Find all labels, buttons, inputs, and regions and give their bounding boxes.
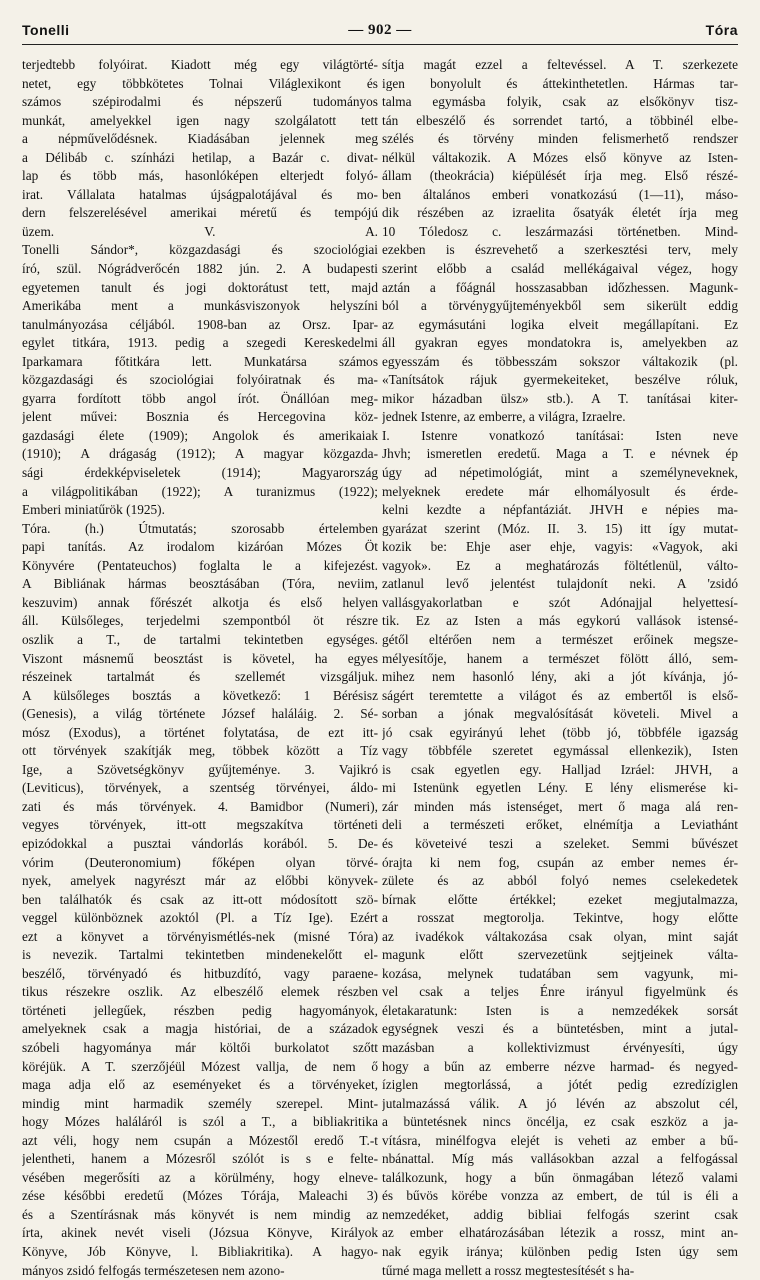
text-line: gazdasági élete (1909); Angolok és amerikaiak [22, 427, 378, 443]
text-line: vel csak a teljes Énre irányul figyelmünk és [382, 984, 738, 1000]
text-line: részeinek tartalmát és szellemét vizsgáljuk. [22, 669, 378, 685]
text-line: amelyeknek csak a magja históriai, de a századok [22, 1021, 378, 1037]
text-line: vegyes törvények, itt-ott megszakítva történeti [22, 817, 378, 833]
left-column [22, 56, 378, 1280]
text-line: szerint előbb a család mellékágaival végez, hogy [382, 261, 738, 277]
text-line: üzem. V. A. [22, 223, 378, 239]
text-line: egyetemen tanult és jogi doktorátust tett, majd [22, 279, 378, 295]
text-line: mi Istenünk egyetlen Lény. E lény elismerése ki- [382, 780, 738, 796]
text-line: mányos zsidó felfogás természetesen nem azono- [22, 1262, 285, 1278]
text-line: vításra, minélfogva elejét is veheti az ember a bű- [382, 1132, 738, 1148]
text-line: az ivadékok váltakozása csak olyan, mint saját [382, 928, 738, 944]
text-line: veggel különböznek azoktól (Pl. a Tíz Ige). Ezért [22, 910, 378, 926]
text-line: Tonelli Sándor*, közgazdasági és szociológiai [22, 242, 378, 258]
text-line: gétől eltérően nem a természet erőinek megsze- [382, 631, 738, 647]
header-rule [22, 44, 738, 45]
text-line: magunk előtt szervezetünk sejtjeinek válta- [382, 947, 738, 963]
text-line: zülete és az abból folyó nemes cselekedetek [382, 873, 738, 889]
text-line: számos szépirodalmi és népszerű tudományos [22, 94, 378, 110]
text-line: jednek Istenre, az emberre, a világra, Izraelre. [382, 409, 626, 425]
text-line: íziglen megtorlássá, a jótét pedig ezredíziglen [382, 1077, 738, 1093]
text-line: jutalmazássá válik. A jó lévén az abszolut cél, [382, 1095, 738, 1111]
text-line: mósz (Exodus), a történet folytatása, de ezt itt- [22, 724, 378, 740]
text-line: jó csak egyirányú lehet (több jó, többféle igazság [382, 724, 738, 740]
text-line: irat. Vállalata hatalmas újságpalotájával és mo- [22, 186, 378, 202]
text-line: zése későbbi eredetű (Mózes Tórája, Maleachi 3) [22, 1188, 378, 1204]
text-line: úgy ad népetimológiát, mint a személyneveknek, [382, 465, 738, 481]
text-line: mihez nem hasonló lény, aki a jót kívánja, jó- [382, 669, 738, 685]
text-line: is nevezik. Tartalmi tekintetben mindenekelőtt el- [22, 947, 378, 963]
text-line: Emberi miniatűrök (1925). [22, 502, 165, 518]
text-line: deli a természeti erőket, elnémítja a Leviathánt [382, 817, 738, 833]
text-line: kozik be: Ehje aser ehje, vagyis: «Vagyok, aki [382, 539, 738, 555]
text-line: (Genesis), a világ története József haláláig. 2. Sé- [22, 706, 378, 722]
text-line: papi tanítás. Az irodalom kizáróan Mózes Öt [22, 539, 378, 555]
text-line: és bűvös körébe vonzza az embert, de túl is éli a [382, 1188, 738, 1204]
text-line: írta, akinek nevét viseli (Józsua Könyve, Királyok [22, 1225, 378, 1241]
text-line: egylet titkára, 1913. pedig a szegedi Kereskedelmi [22, 335, 378, 351]
text-line: nélkül váltakozik. A Mózes első könyve az Isten- [382, 149, 738, 165]
text-line: is csak egyetlen egy. Halljad Izráel: JHVH, a [382, 761, 738, 777]
text-line: netet, egy többkötetes Tolnai Világlexikont és [22, 75, 378, 91]
text-line: dern felszerelésével amerikai méretű és tempójú [22, 205, 378, 221]
text-line: (1910); A drágaság (1912); A magyar közgazda- [22, 446, 378, 462]
text-line: Ige, a Szövetségkönyv gyűjteménye. 3. Vajikró [22, 761, 378, 777]
column-gutter [379, 56, 380, 1116]
text-line: állam (theokrácia) kiépülését írja meg. Első részé- [382, 168, 738, 184]
text-line: nyek, amelyek nagyrészt már az előbbi könyvek- [22, 873, 378, 889]
text-line: szóbeli hagyománya már költői burkolatot szőtt [22, 1039, 378, 1055]
text-line: áll. Külsőleges, terjedelmi szempontból öt részre [22, 613, 378, 629]
text-line: nemzedéket, addig bibliai felfogás szerint csak [382, 1206, 738, 1222]
text-line: munkát, amelyekkel igen nagy szolgálatott tett [22, 112, 378, 128]
text-line: ben általános emberi vonatkozású (1—11), máso- [382, 186, 738, 202]
text-line: zati és más törvények. 4. Bamidbor (Numeri), [22, 798, 378, 814]
text-line: epizódokkal a pusztai vándorlás korából. 5. De- [22, 835, 378, 851]
text-line: a büntetésnek nincs öncélja, ez csak eszköz a ja- [382, 1114, 738, 1130]
text-line: kozása, melynek tudatában sem vagyunk, mi- [382, 965, 738, 981]
text-line: történeti jellegűek, részben pedig hagyományok, [22, 1002, 378, 1018]
text-line: dik részében az izraelita ősatyák életét írja meg [382, 205, 738, 221]
text-line: vésében megerősíti az a körülmény, hogy elneve- [22, 1169, 378, 1185]
text-line: Viszont másnemű beosztást is követel, ha egyes [22, 650, 378, 666]
text-line: áll gyakran egyes mondatokra is, amelyekben az [382, 335, 738, 351]
page-number: — 902 — [348, 22, 412, 38]
text-line: azt véli, hogy nem csupán a Mózestől eredő T.-t [22, 1132, 378, 1148]
text-line: Amerikába ment a munkásviszonyok helyszíni [22, 298, 378, 314]
text-line: egységnek veszi és a büntetésben, mint a jutal- [382, 1021, 738, 1037]
text-line: szélés és törvény minden felismerhető rendszer [382, 131, 738, 147]
text-line: író, szül. Nógrádverőcén 1882 jún. 2. A budapesti [22, 261, 378, 277]
text-line: oszlik a T., de tartalmi tekintetben egységes. [22, 631, 378, 647]
text-line: vallásgyakorlatban e szót Adónajjal helyettesí- [382, 594, 738, 610]
text-line: tanulmányozása céljából. 1908-ban az Orsz. Ipar- [22, 316, 378, 332]
text-line: igen bonyolult és áttekinthetetlen. Hármas tar- [382, 75, 738, 91]
text-line: Tóra. (h.) Útmutatás; szorosabb értelemben [22, 520, 378, 536]
text-line: órajta ki nem fog, csupán az ember nemes ér- [382, 854, 738, 870]
text-line: tik. Ez az Isten a más egykorú vallások istensé- [382, 613, 738, 629]
text-line: jelent művei: Bosznia és Hercegovina köz- [22, 409, 378, 425]
header-right-keyword: Tóra [705, 22, 738, 38]
text-line: ott törvények szakítják meg, többek között a Tíz [22, 743, 378, 759]
text-line: keszuvim) annak főrészét alkotja és első helyen [22, 594, 378, 610]
text-line: maga adja elő az eseményeket és a törvényeket, [22, 1077, 378, 1093]
text-line: hogy a bűn az emberre nézve harmad- és negyed- [382, 1058, 738, 1074]
text-line: nak egyik iránya; különben pedig Isten úgy sem [382, 1244, 738, 1259]
text-line: vagyok». Ez a meghatározás föltétlenül, válto- [382, 557, 738, 573]
text-line: 10 Tóledosz c. leszármazási történetben. Mind- [382, 223, 738, 239]
text-line: talma egymásba folyik, csak az elsőkönyv tisz- [382, 94, 738, 110]
text-line: I. Istenre vonatkozó tanításai: Isten neve [382, 427, 738, 443]
text-line: beszélő, törvényadó és hitbuzdító, vagy paraene- [22, 965, 378, 981]
text-line: tűrné maga mellett a rossz megtestesítését s ha- [382, 1262, 635, 1278]
text-line: «Tanítsátok rájuk gyermekeiteket, beszélve róluk, [382, 372, 738, 388]
header-left-keyword: Tonelli [22, 22, 70, 38]
text-line: bírnak előtte értékkel; ezeket megjutalmazza, [382, 891, 738, 907]
text-line: gyarra fordított több angol írót. Önállóan meg- [22, 390, 378, 406]
text-line: Könyve, Jób Könyve, l. Bibliakritika). A hagyo- [22, 1244, 378, 1259]
text-line: mikor házadban ülsz» stb.). A T. tanításai kiter- [382, 390, 738, 406]
text-line: Iparkamara főtitkára lett. Munkatársa számos [22, 353, 378, 369]
text-line: az ember elhatározásában létezik a rossz, mint an- [382, 1225, 738, 1241]
text-line: jelentheti, hanem a Mózesről szólót is s e felte- [22, 1151, 378, 1167]
text-line: közgazdasági és szociológiai folyóiratnak és ma- [22, 372, 378, 388]
text-line: ezt a könyvet a törvényismétlés-nek (misné Tóra) [22, 928, 378, 944]
text-line: az egymásutáni logika elveit megállapítani. Ez [382, 316, 738, 332]
text-line: sítja magát ezzel a feltevéssel. A T. szerkezete [382, 57, 738, 72]
text-line: találkozunk, hogy a bűn önmagában létező valami [382, 1169, 738, 1185]
text-line: lap és több más, hasonlóképen elterjedt folyó- [22, 168, 378, 184]
text-line: Könyvére (Pentateuchos) foglalta le a kifejezést. [22, 557, 378, 573]
text-line: terjedtebb folyóirat. Kiadott még egy világtörté- [22, 57, 378, 72]
text-line: sorban a jónak megvalósítását követeli. Mivel a [382, 706, 738, 722]
text-line: zatlanul levő jelentést tulajdonít neki. A 'zsidó [382, 576, 738, 592]
text-line: vórim (Deuteronomium) főképen olyan törvé- [22, 854, 378, 870]
text-line: melyeknek eredete már elhomályosult és érde- [382, 483, 738, 499]
text-line: ben találhatók és csak az itt-ott módosított szö- [22, 891, 378, 907]
page-header [22, 22, 738, 44]
right-column [382, 56, 738, 1280]
text-line: zár minden más istenséget, mert ő maga alá ren- [382, 798, 738, 814]
text-line: a Délibáb c. színházi hetilap, a Bazár c. divat- [22, 149, 378, 165]
text-line: ezekben is észrevehető a szerkesztési terv, mely [382, 242, 738, 258]
text-line: kelni kezdte a népfantáziát. JHVH e népies ma- [382, 502, 738, 518]
text-line: A Bibliának hármas beosztásában (Tóra, neviim, [22, 576, 378, 592]
text-line: és követeivé teszi a szeleket. Semmi bűvészet [382, 835, 738, 851]
text-line: egyesszám és többesszám sokszor váltakozik (pl. [382, 353, 738, 369]
text-line: életakaratunk: Isten is a nemzedékek sorsát [382, 1002, 738, 1018]
text-line: ból a törvénygyűjteményekből sem sikerült eddig [382, 298, 738, 314]
text-line: ságért teremtette a világot és az embertől is első- [382, 687, 738, 703]
text-line: a rosszat megtorolja. Tekintve, hogy előtte [382, 910, 738, 926]
text-line: köréjük. A T. szerzőjéül Mózest vallja, de nem ő [22, 1058, 378, 1074]
text-line: nbánattal. Míg más vallásokban azzal a felfogással [382, 1151, 738, 1167]
text-line: gyarázat szerint (Móz. II. 3. 15) itt így mutat- [382, 520, 738, 536]
text-line: mazásban a kollektivizmust érvényesíti, úgy [382, 1039, 738, 1055]
text-line: tán elbeszélő és sorrendet tartó, a többinél elbe- [382, 112, 738, 128]
text-line: hogy Mózes haláláról is szól a T., a bibliakritika [22, 1114, 378, 1130]
text-line: mindig mint harmadik személy szerepel. Mint- [22, 1095, 378, 1111]
text-line: aztán a főágnál hosszasabban időzhessen. Magunk- [382, 279, 738, 295]
text-line: A külsőleges bosztás a következő: 1 Bérésisz [22, 687, 378, 703]
text-line: tikus részekre oszlik. Az elbeszélő elemek részben [22, 984, 378, 1000]
text-line: a népművelődésnek. Kiadásában jelennek meg [22, 131, 378, 147]
text-line: sági érdekképviseletek (1914); Magyarország [22, 465, 378, 481]
text-line: és a Szentírásnak más könyvét is nem mindig az [22, 1206, 378, 1222]
text-line: a világpolitikában (1922); A turanizmus (1922); [22, 483, 378, 499]
text-line: (Leviticus), törvények, a szentség törvényei, áldo- [22, 780, 378, 796]
text-line: mélyesítője, hanem a természet fölött álló, sem- [382, 650, 738, 666]
text-line: Jhvh; ismeretlen eredetű. Maga a T. e névnek ép [382, 446, 738, 462]
text-line: vagy többféle szeretet egymással ellenkezik), Isten [382, 743, 738, 759]
